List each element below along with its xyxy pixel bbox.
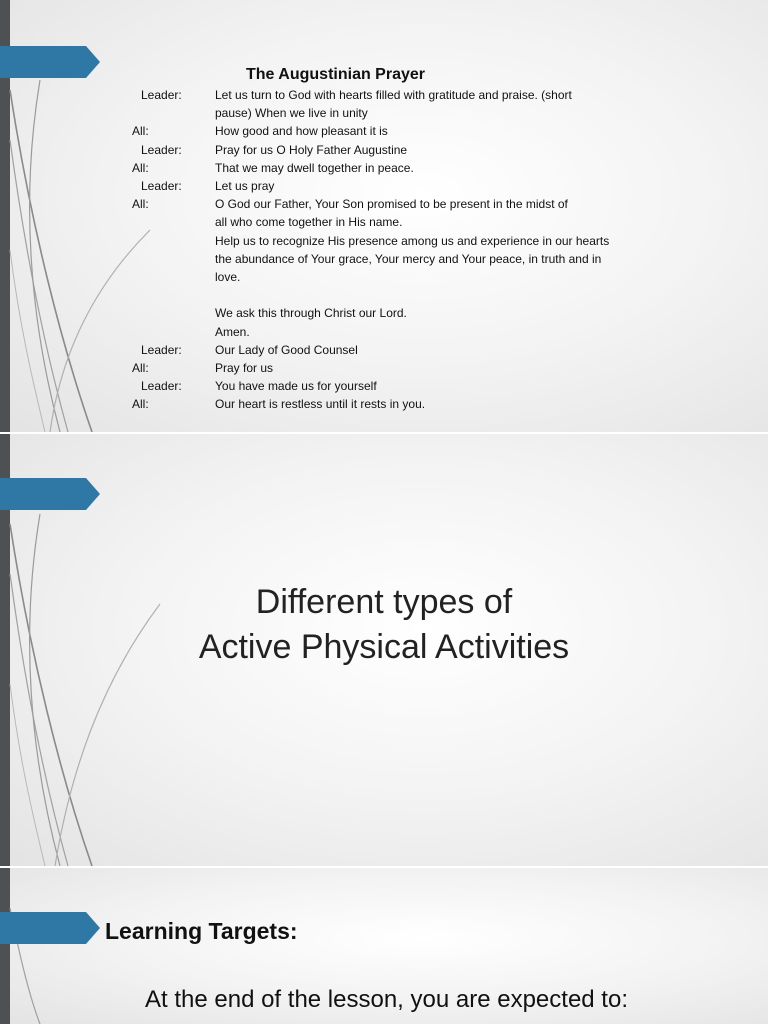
prayer-line: Help us to recognize His presence among us and experience in our hearts [215,233,610,248]
prayer-line: pause) When we live in unity [215,106,368,121]
learning-targets-heading: Learning Targets: [105,918,298,944]
slide-title-line-2: Active Physical Activities [198,628,570,666]
prayer-line: O God our Father, Your Son promised to be present in the midst of [215,197,568,212]
speaker-label: All: [132,124,149,139]
speaker-label: Leader: [141,179,182,193]
speaker-label: All: [132,361,149,375]
speaker-label: All: [132,397,149,412]
speaker-label: Leader: [141,379,182,394]
accent-arrow-tab [0,478,100,510]
prayer-line: That we may dwell together in peace. [215,160,414,175]
prayer-line: How good and how pleasant it is [215,124,388,139]
prayer-line: We ask this through Christ our Lord. [215,306,407,321]
speaker-label: Leader: [141,342,182,357]
speaker-label: Leader: [141,88,182,102]
prayer-title: The Augustinian Prayer [246,66,425,83]
prayer-line: love. [215,269,241,284]
prayer-line: Amen. [215,324,250,339]
slide-title-line-1: Different types of [255,583,513,621]
accent-arrow-tab [0,46,100,78]
prayer-line: Pray for us O Holy Father Augustine [215,142,408,157]
title-slide [0,434,768,866]
prayer-line: Pray for us [215,361,274,375]
prayer-slide [0,0,768,432]
prayer-line: Our Lady of Good Counsel [215,342,358,357]
prayer-line: You have made us for yourself [215,379,377,394]
prayer-line: all who come together in His name. [215,215,403,230]
prayer-line: Our heart is restless until it rests in you. [215,397,426,412]
speaker-label: All: [132,197,149,212]
slide-title [0,580,768,670]
prayer-line: the abundance of Your grace, Your mercy and Your peace, in truth and in [215,251,602,266]
prayer-line: Let us turn to God with hearts filled with gratitude and praise. (short [215,88,572,102]
speaker-label: All: [132,160,149,175]
decorative-curves [0,868,80,1024]
prayer-line: Let us pray [215,179,275,193]
speaker-label: Leader: [141,142,182,157]
accent-arrow-tab [0,912,100,944]
learning-targets-intro: At the end of the lesson, you are expected to: [145,986,628,1013]
learning-targets-slide [0,868,768,1024]
